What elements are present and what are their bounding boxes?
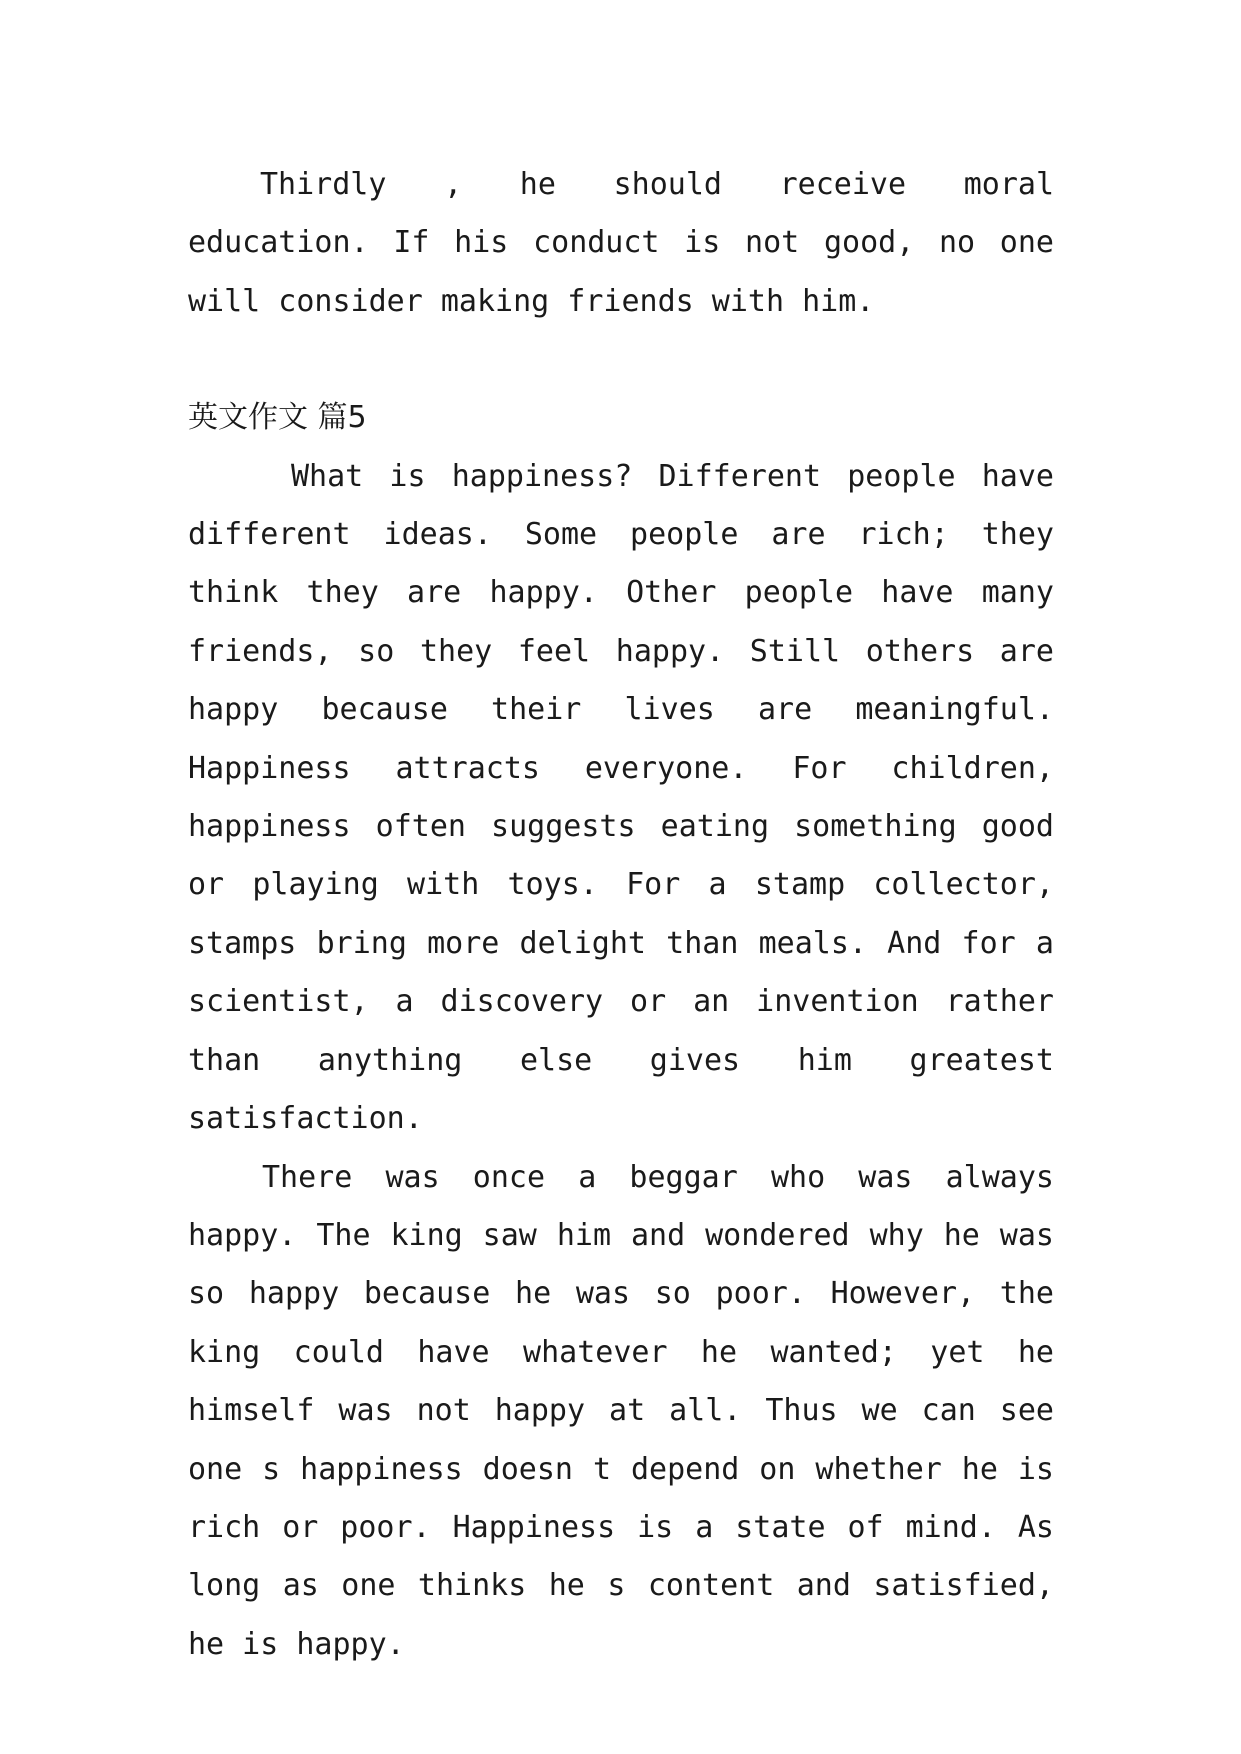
paragraph-what-is-happiness: What is happiness? Different people have different ideas. Some people are rich; they think they are happy. Other people have many friends, so they feel happy. Still others are happy because their lives are meaningful. Happiness attracts everyone. For children, happiness often suggests eating something good or playing with toys. For a stamp collector, stamps bring more delight than meals. And for a scientist, a discovery or an invention rather than anything else gives him greatest satisfaction.	[188, 458, 1054, 1137]
paragraph-beggar-story: There was once a beggar who was always happy. The king saw him and wondered why he was so happy because he was so poor. However, the king could have whatever he wanted; yet he himself was not happy at all. Thus we can see one s happiness doesn t depend on whether he is rich or poor. Happiness is a state of mind. As long as one thinks he s content and satisfied, he is happy.	[188, 1159, 1054, 1662]
paragraph-moral-education: Thirdly , he should receive moral education. If his conduct is not good, no one will consider making friends with him.	[188, 167, 1054, 319]
section-heading: 英文作文 篇5	[188, 400, 367, 436]
paragraph-spacer	[188, 331, 1054, 389]
document-body	[188, 156, 1054, 1674]
